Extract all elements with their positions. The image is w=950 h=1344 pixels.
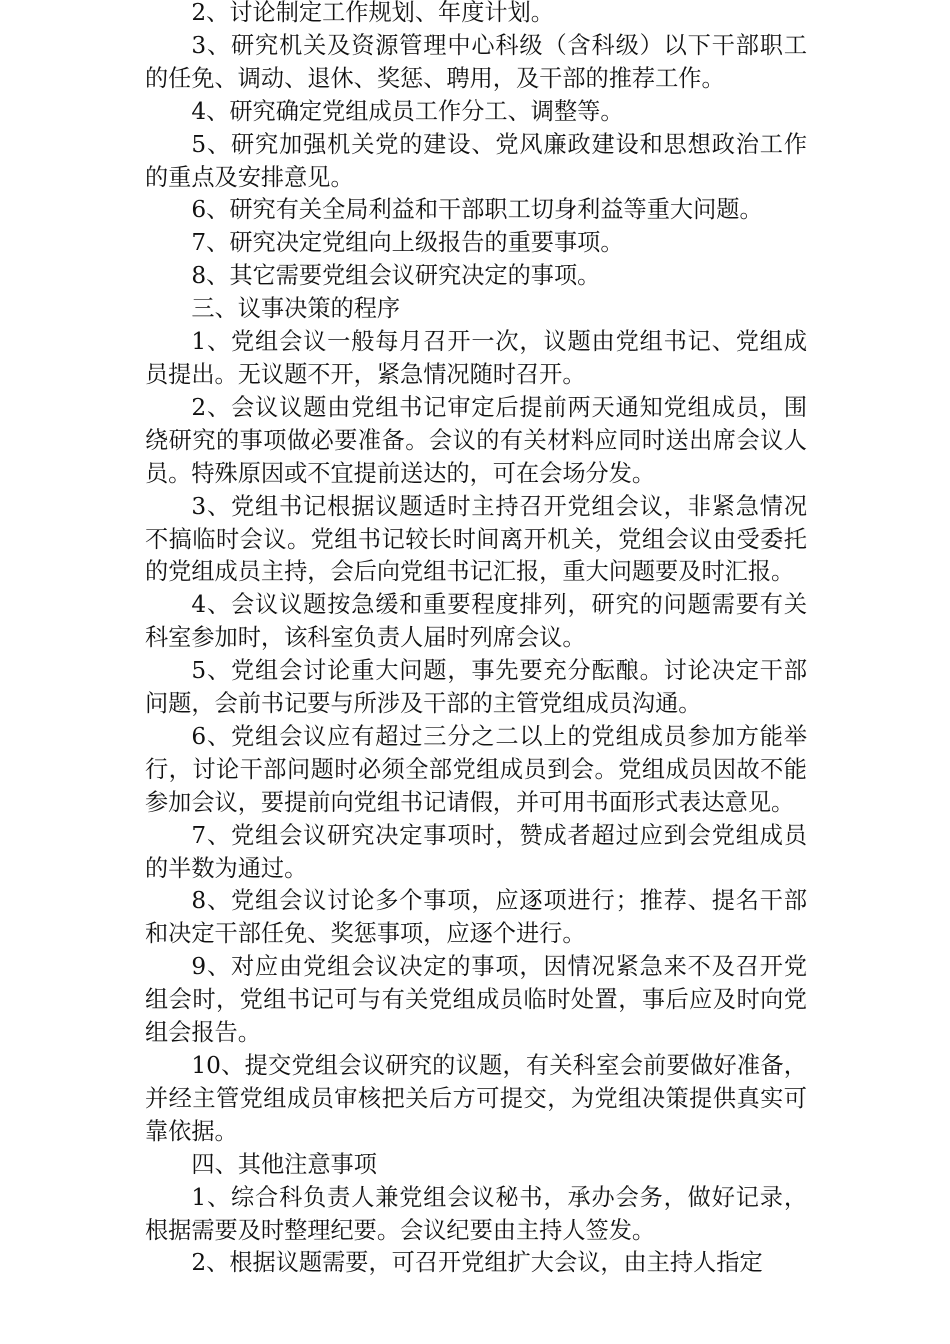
paragraph-item-6: 6、研究有关全局利益和干部职工切身利益等重大问题。 [191,196,763,224]
procedure-item-9: 9、对应由党组会议决定的事项，因情况紧急来不及召开党组会时，党组书记可与有关党组成员临时处置，事后应及时向党组会报告。 [145,953,807,1047]
procedure-item-2: 2、会议议题由党组书记审定后提前两天通知党组成员，围绕研究的事项做必要准备。会议的有关材料应同时送出席会议人员。特殊原因或不宜提前送达的，可在会场分发。 [145,393,807,487]
procedure-item-8: 8、党组会议讨论多个事项，应逐项进行；推荐、提名干部和决定干部任免、奖惩事项，应逐个进行。 [145,887,807,948]
procedure-item-7: 7、党组会议研究决定事项时，赞成者超过应到会党组成员的半数为通过。 [145,821,807,882]
paragraph-item-8: 8、其它需要党组会议研究决定的事项。 [191,262,601,290]
section-heading-procedure: 三、议事决策的程序 [191,295,401,323]
paragraph-item-4: 4、研究确定党组成员工作分工、调整等。 [191,97,624,125]
paragraph-item-5: 5、研究加强机关党的建设、党风廉政建设和思想政治工作的重点及安排意见。 [145,130,807,191]
paragraph-item-7: 7、研究决定党组向上级报告的重要事项。 [191,229,624,257]
procedure-item-6: 6、党组会议应有超过三分之二以上的党组成员参加方能举行，讨论干部问题时必须全部党组成员到会。党组成员因故不能参加会议，要提前向党组书记请假，并可用书面形式表达意见。 [145,722,807,816]
paragraph-item-2: 2、讨论制定工作规划、年度计划。 [191,0,554,26]
procedure-item-1: 1、党组会议一般每月召开一次，议题由党组书记、党组成员提出。无议题不开，紧急情况随时召开。 [145,328,807,388]
notes-item-2: 2、根据议题需要，可召开党组扩大会议，由主持人指定 [191,1249,763,1277]
procedure-item-10: 10、提交党组会议研究的议题，有关科室会前要做好准备，并经主管党组成员审核把关后方可提交，为党组决策提供真实可靠依据。 [145,1052,807,1145]
paragraph-item-3: 3、研究机关及资源管理中心科级（含科级）以下干部职工的任免、调动、退休、奖惩、聘用，及干部的推荐工作。 [145,31,807,92]
document-body [145,0,807,1280]
procedure-item-5: 5、党组会讨论重大问题，事先要充分酝酿。讨论决定干部问题，会前书记要与所涉及干部的主管党组成员沟通。 [145,657,807,718]
procedure-item-4: 4、会议议题按急缓和重要程度排列，研究的问题需要有关科室参加时，该科室负责人届时列席会议。 [145,591,807,652]
procedure-item-3: 3、党组书记根据议题适时主持召开党组会议，非紧急情况不搞临时会议。党组书记较长时间离开机关，党组会议由受委托的党组成员主持，会后向党组书记汇报，重大问题要及时汇报。 [145,492,807,586]
section-heading-notes: 四、其他注意事项 [191,1150,377,1178]
notes-item-1: 1、综合科负责人兼党组会议秘书，承办会务，做好记录，根据需要及时整理纪要。会议纪要由主持人签发。 [145,1183,807,1244]
